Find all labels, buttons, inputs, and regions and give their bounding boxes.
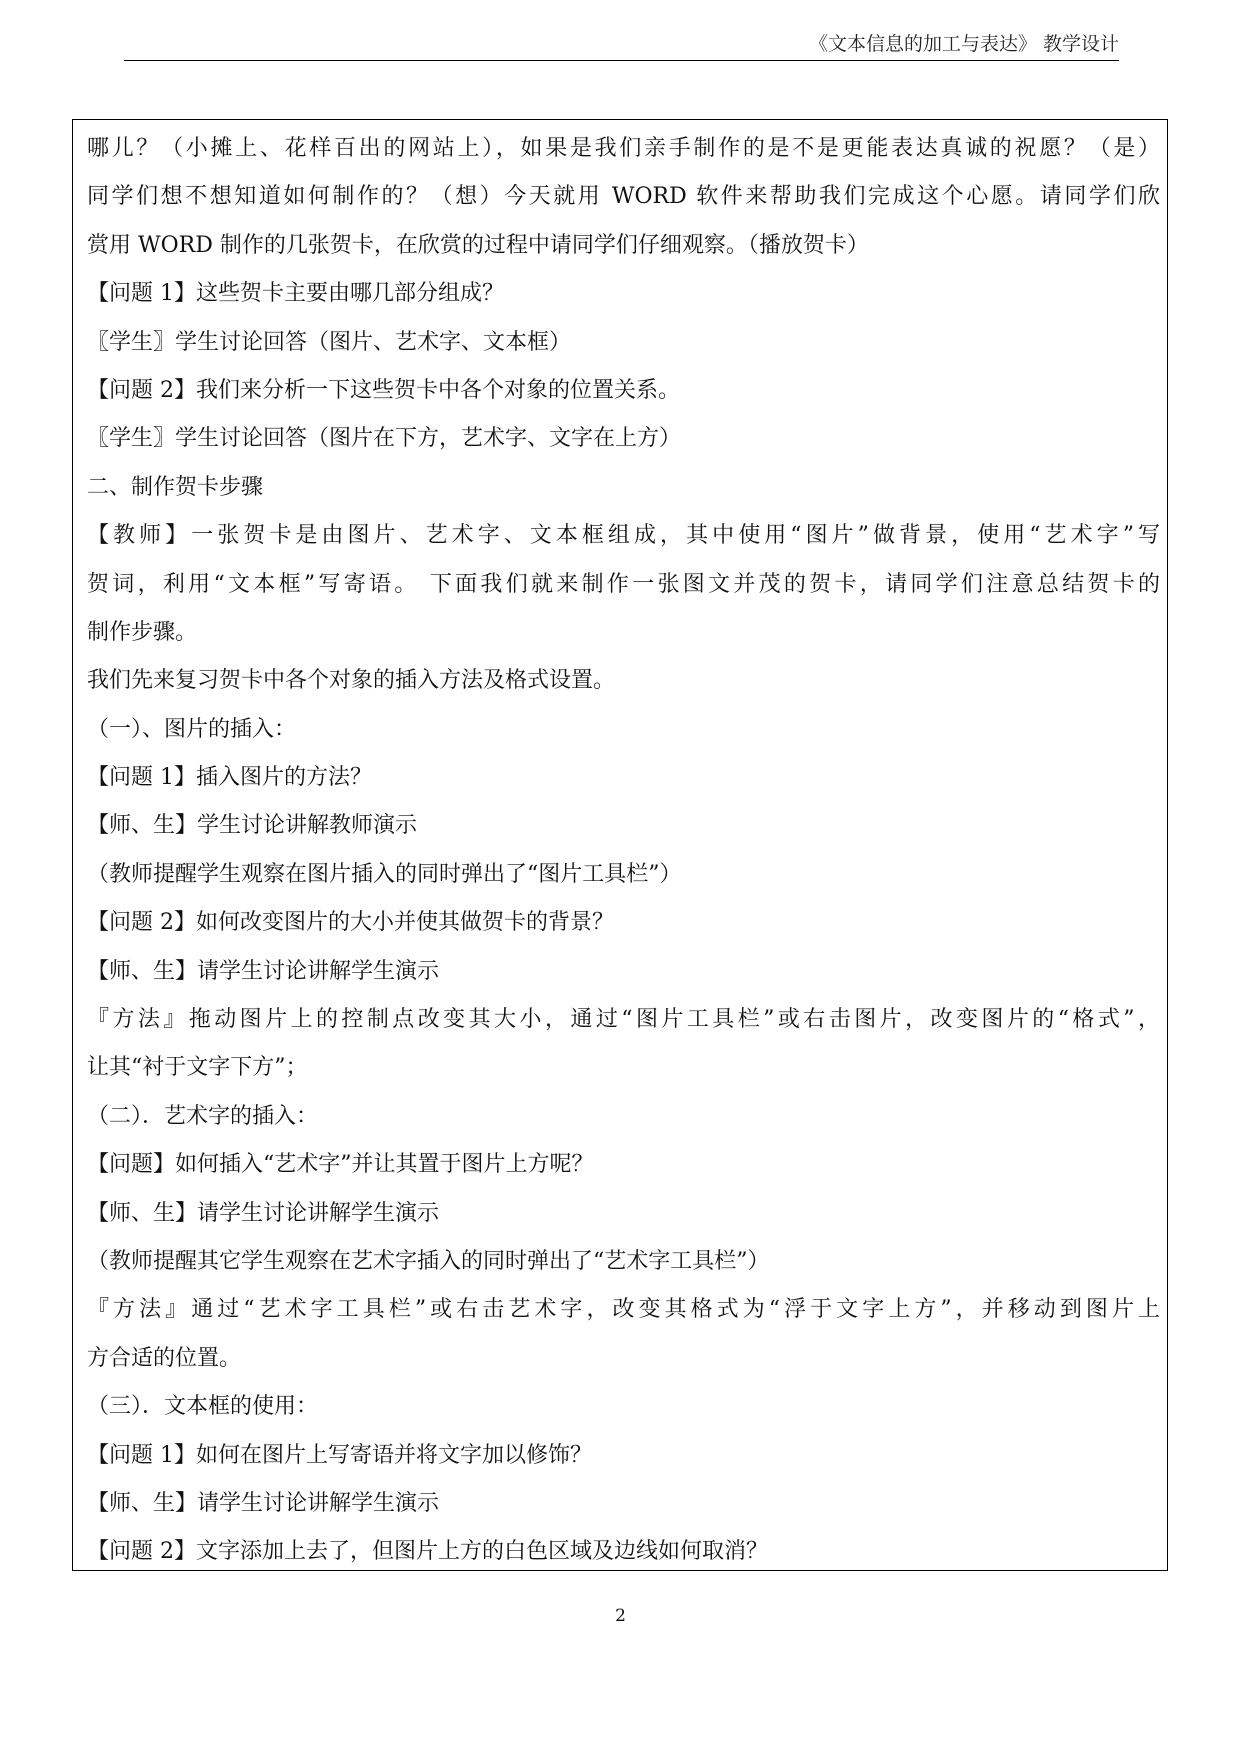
text-line: 【师、生】学生讨论讲解教师演示 [87,813,418,839]
text-line: 【师、生】请学生讨论讲解学生演示 [87,1200,440,1226]
text-line: 【问题】如何插入“艺术字”并让其置于图片上方呢？ [87,1152,594,1178]
text-line: 赏用 WORD 制作的几张贺卡，在欣赏的过程中请同学们仔细观察。（播放贺卡） [87,232,869,258]
text-line: （教师提醒学生观察在图片插入的同时弹出了“图片工具栏”） [87,861,682,887]
section-heading: 二、制作贺卡步骤 [87,474,264,500]
text-line: 『方法』通过“艺术字工具栏”或右击艺术字，改变其格式为“浮于文字上方”，并移动到图片上 [87,1297,1160,1323]
text-line: 〖学生〗学生讨论回答（图片在下方，艺术字、文字在上方） [87,426,682,452]
text-line: 『方法』拖动图片上的控制点改变其大小，通过“图片工具栏”或右击图片，改变图片的“格式”， [87,1007,1160,1033]
content-lines [87,125,1160,1577]
text-line: 【问题 2】如何改变图片的大小并使其做贺卡的背景？ [87,910,614,936]
subsection-heading: （三）．文本框的使用： [87,1394,319,1420]
text-line: 【问题 1】如何在图片上写寄语并将文字加以修饰？ [87,1442,592,1468]
text-line: 【师、生】请学生讨论讲解学生演示 [87,1490,440,1516]
page-number: 2 [615,1606,626,1626]
text-line: 让其“衬于文字下方”； [87,1055,308,1081]
text-line: 【问题 1】插入图片的方法？ [87,765,372,791]
subsection-heading: （一）、图片的插入： [87,716,297,742]
text-line: 【问题 2】文字添加上去了，但图片上方的白色区域及边线如何取消？ [87,1539,768,1565]
text-line: 贺词，利用“文本框”写寄语。 下面我们就来制作一张图文并茂的贺卡，请同学们注意总结贺卡的 [87,571,1160,597]
text-line: 〖学生〗学生讨论回答（图片、艺术字、文本框） [87,329,572,355]
text-line: 制作步骤。 [87,619,198,645]
subsection-heading: （二）．艺术字的插入： [87,1103,319,1129]
text-line: 方合适的位置。 [87,1345,242,1371]
text-line: 【问题 2】我们来分析一下这些贺卡中各个对象的位置关系。 [87,377,680,403]
running-header: 《文本信息的加工与表达》 教学设计 [808,33,1119,55]
text-line: 【问题 1】这些贺卡主要由哪几部分组成？ [87,281,504,307]
text-line: 【教师】一张贺卡是由图片、艺术字、文本框组成，其中使用“图片”做背景，使用“艺术字”写 [87,523,1160,549]
text-line: （教师提醒其它学生观察在艺术字插入的同时弹出了“艺术字工具栏”） [87,1248,770,1274]
text-line: 【师、生】请学生讨论讲解学生演示 [87,958,440,984]
header-rule [124,60,1119,61]
text-line: 我们先来复习贺卡中各个对象的插入方法及格式设置。 [87,668,616,694]
text-line: 同学们想不想知道如何制作的？（想）今天就用 WORD 软件来帮助我们完成这个心愿。请同学们欣 [87,184,1160,210]
text-line: 哪儿？（小摊上、花样百出的网站上），如果是我们亲手制作的是不是更能表达真诚的祝愿？（是） [87,136,1160,161]
